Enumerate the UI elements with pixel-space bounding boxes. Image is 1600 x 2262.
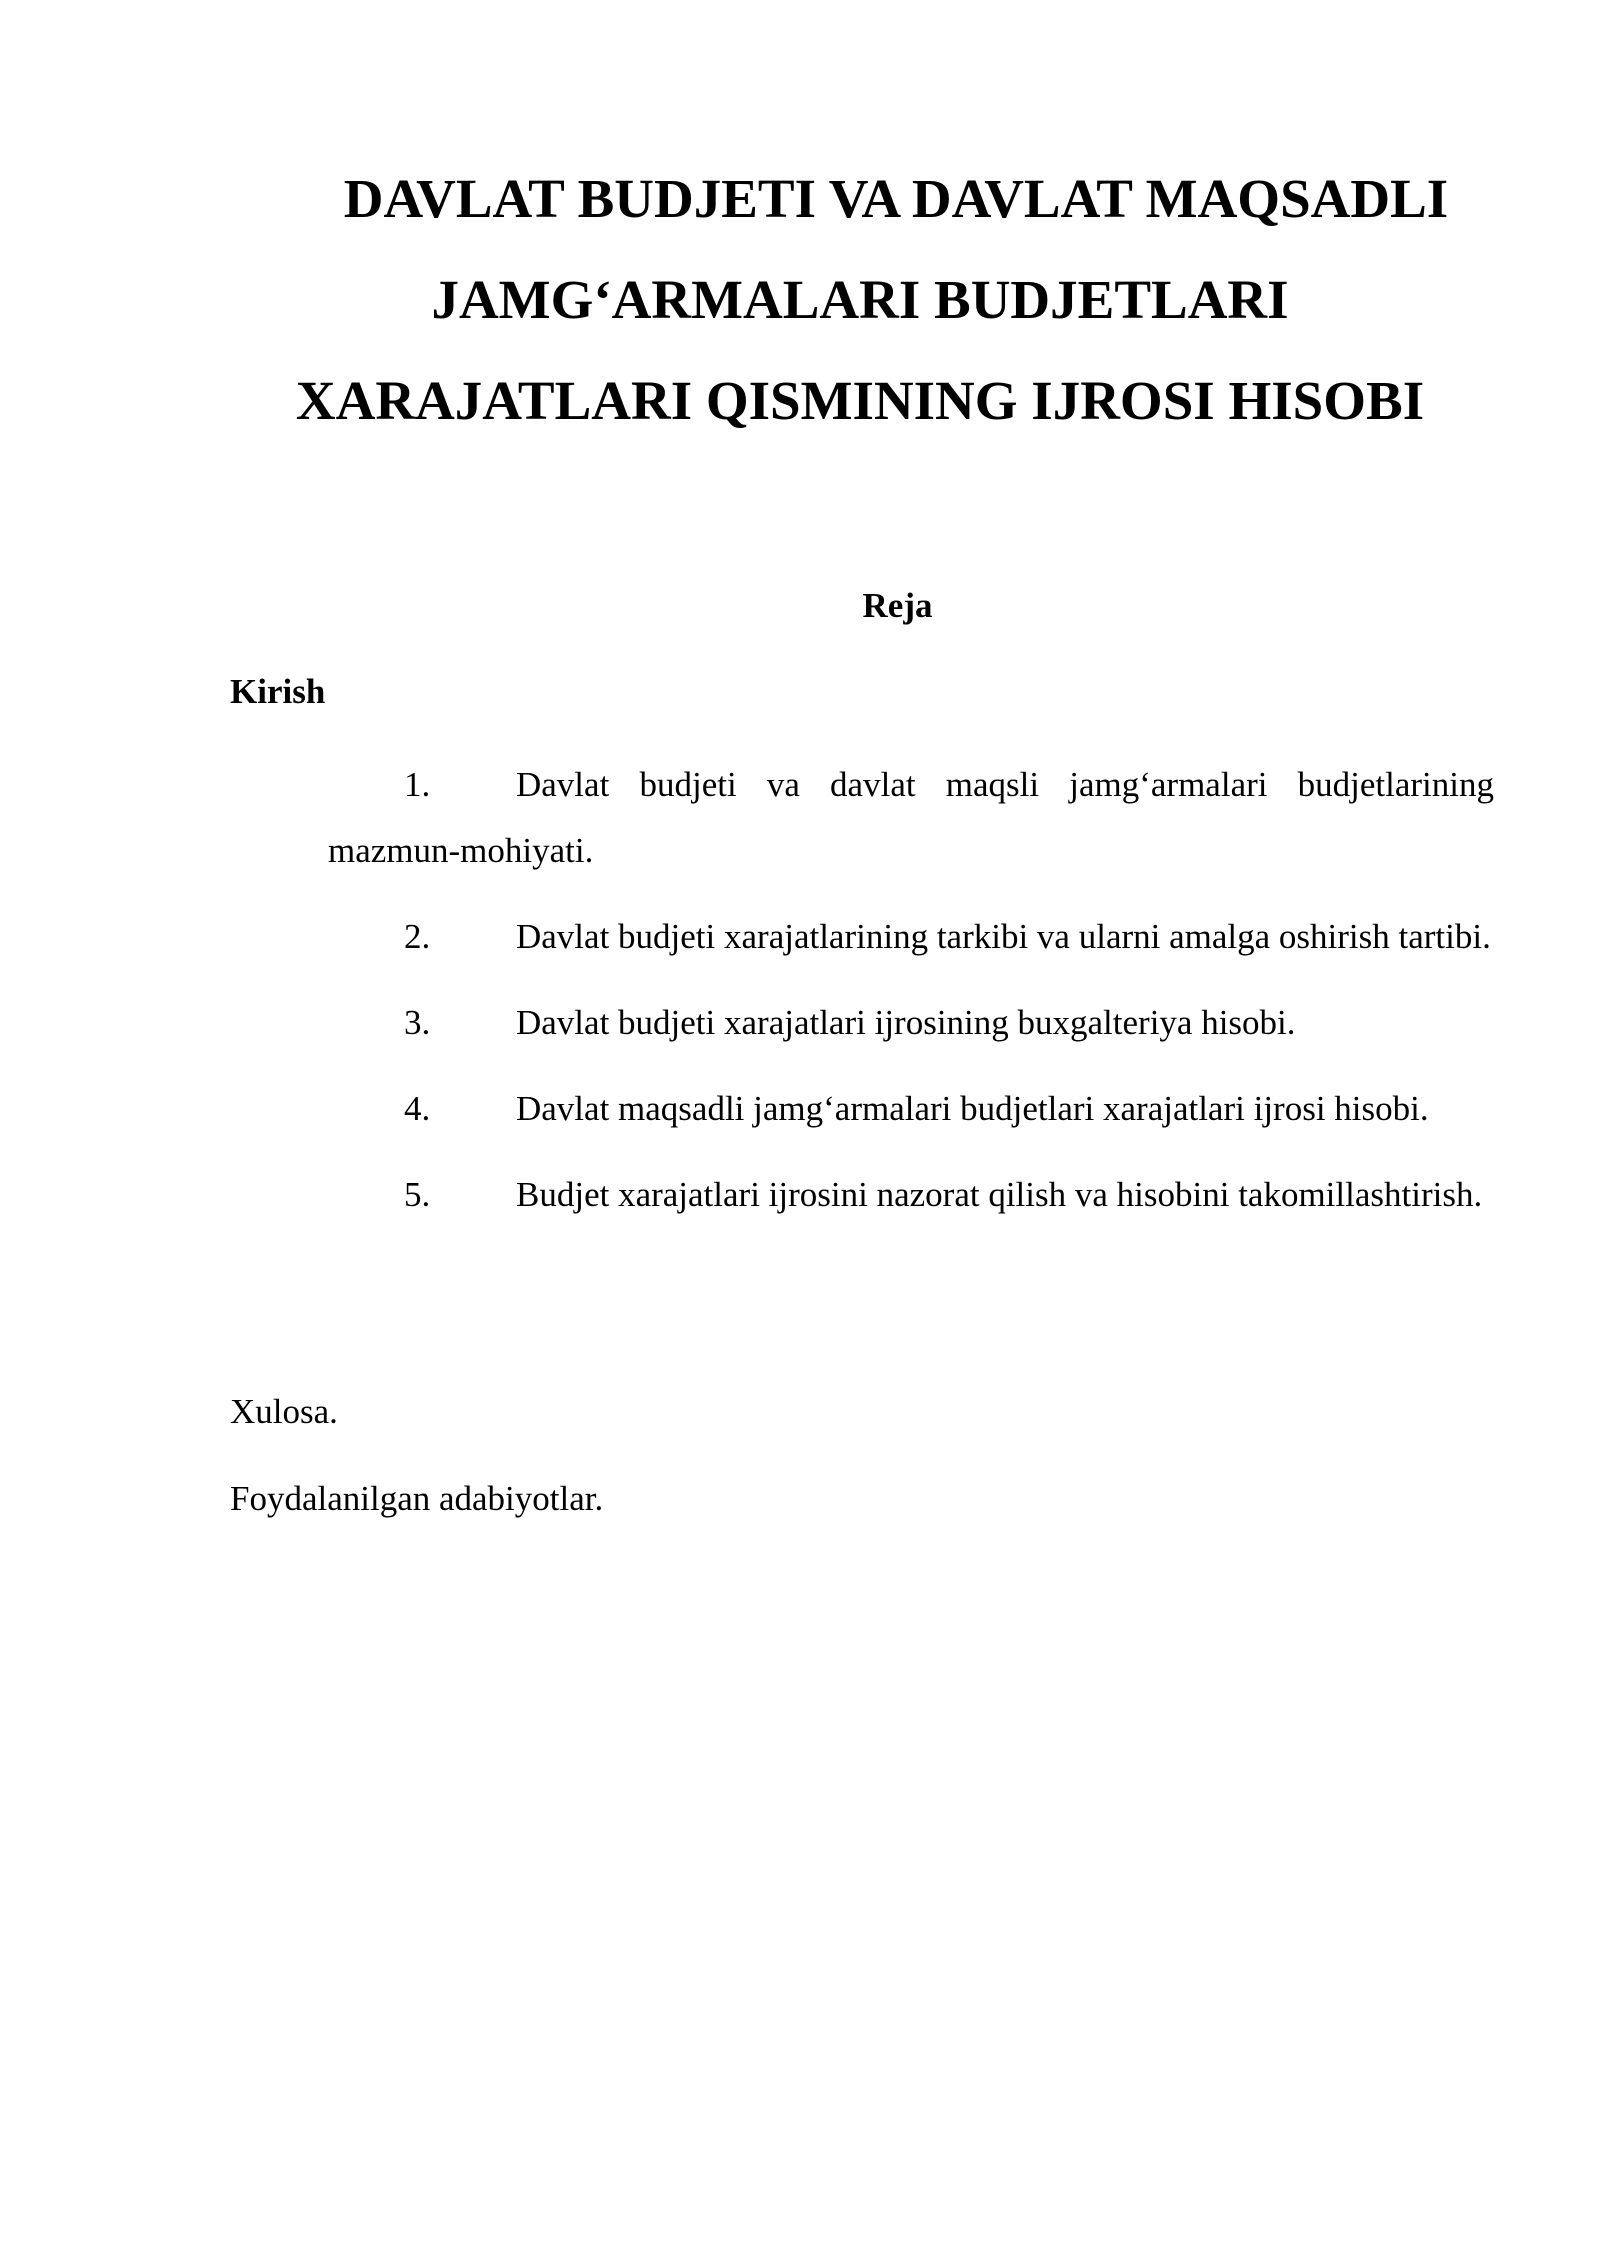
plan-item-5 [328, 1162, 1494, 1228]
intro-heading: Kirish [230, 672, 326, 711]
plan-heading: Reja [862, 586, 933, 625]
plan-list [328, 752, 1494, 1248]
conclusion-item: Xulosa. [230, 1392, 338, 1431]
plan-item-3 [328, 990, 1494, 1056]
references-item: Foydalanilgan adabiyotlar. [230, 1479, 604, 1518]
plan-item-number: 4. [404, 1089, 431, 1128]
plan-item-text: Davlat budjeti va davlat maqsli jamg‘armalari budjetlarining mazmun-mohiyati. [328, 765, 1494, 870]
plan-item-1 [328, 752, 1494, 884]
plan-item-text: Budjet xarajatlari ijrosini nazorat qilish va hisobini takomillashtirish. [516, 1175, 1483, 1214]
plan-item-text: Davlat budjeti xarajatlari ijrosining buxgalteriya hisobi. [516, 1003, 1296, 1042]
plan-item-4 [328, 1076, 1494, 1142]
document-title: DAVLAT BUDJETI VA DAVLAT MAQSADLI JAMG‘ARMALARI BUDJETLARI XARAJATLARI QISMINING IJROSI HISOBI [295, 168, 1449, 431]
plan-item-2 [328, 904, 1494, 970]
plan-item-number: 1. [404, 765, 431, 804]
plan-item-number: 2. [404, 917, 431, 956]
plan-item-number: 5. [404, 1175, 431, 1214]
plan-item-number: 3. [404, 1003, 431, 1042]
plan-item-text: Davlat budjeti xarajatlarining tarkibi va ularni amalga oshirish tartibi. [516, 917, 1491, 956]
plan-item-text: Davlat maqsadli jamg‘armalari budjetlari xarajatlari ijrosi hisobi. [516, 1089, 1429, 1128]
